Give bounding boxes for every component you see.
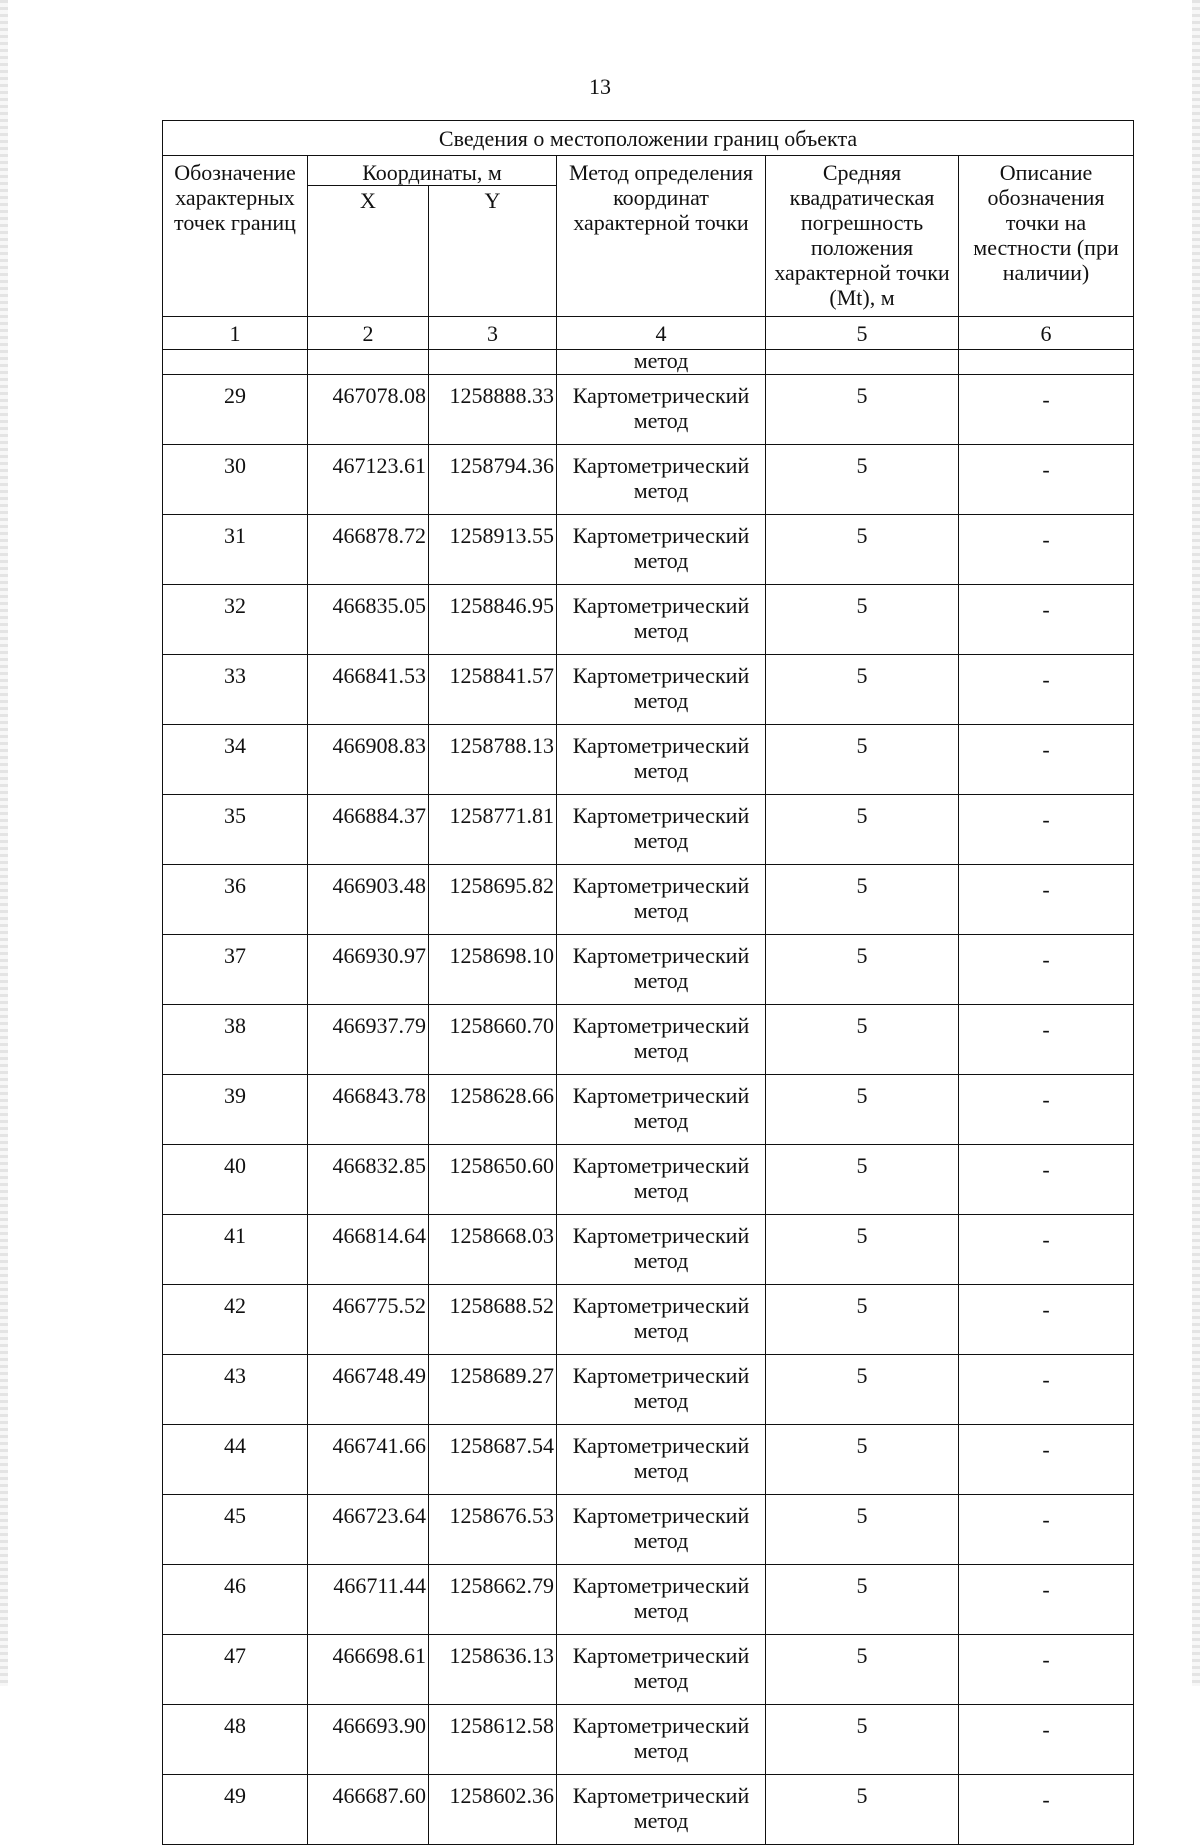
y-coordinate-cell: 1258846.95 xyxy=(429,585,557,655)
table-row xyxy=(163,445,1134,515)
y-coordinate-cell: 1258668.03 xyxy=(429,1215,557,1285)
method-cell: Картометрический метод xyxy=(557,655,766,725)
x-coordinate-cell: 466930.97 xyxy=(308,935,429,1005)
method-cell: Картометрический метод xyxy=(557,1425,766,1495)
y-coordinate-cell: 1258662.79 xyxy=(429,1565,557,1635)
y-coordinate-cell: 1258660.70 xyxy=(429,1005,557,1075)
method-cell: Картометрический метод xyxy=(557,1495,766,1565)
error-cell: 5 xyxy=(766,1635,959,1705)
point-cell: 36 xyxy=(163,865,308,935)
table-row xyxy=(163,515,1134,585)
method-cell: Картометрический метод xyxy=(557,1145,766,1215)
y-coordinate-cell: 1258695.82 xyxy=(429,865,557,935)
header-designation: Обозначение характерных точек границ xyxy=(163,156,308,317)
method-cell: Картометрический метод xyxy=(557,1635,766,1705)
description-cell: - xyxy=(959,1215,1134,1285)
x-coordinate-cell: 466843.78 xyxy=(308,1075,429,1145)
error-cell: 5 xyxy=(766,1215,959,1285)
error-cell: 5 xyxy=(766,375,959,445)
error-cell: 5 xyxy=(766,1425,959,1495)
error-cell: 5 xyxy=(766,655,959,725)
y-coordinate-cell: 1258841.57 xyxy=(429,655,557,725)
y-coordinate-cell: 1258612.58 xyxy=(429,1705,557,1775)
table-row xyxy=(163,1215,1134,1285)
table-row xyxy=(163,585,1134,655)
error-cell: 5 xyxy=(766,1495,959,1565)
error-cell: 5 xyxy=(766,1285,959,1355)
description-cell: - xyxy=(959,1285,1134,1355)
x-coordinate-cell: 466841.53 xyxy=(308,655,429,725)
x-coordinate-cell: 466723.64 xyxy=(308,1495,429,1565)
header-y: Y xyxy=(429,186,557,317)
header-x: X xyxy=(308,186,429,317)
method-cell: Картометрический метод xyxy=(557,865,766,935)
point-cell: 49 xyxy=(163,1775,308,1845)
column-number: 6 xyxy=(959,317,1134,350)
point-cell: 34 xyxy=(163,725,308,795)
header-coordinates: Координаты, м xyxy=(308,156,557,186)
description-cell: - xyxy=(959,515,1134,585)
description-cell: - xyxy=(959,1425,1134,1495)
table-row xyxy=(163,1635,1134,1705)
method-cell: Картометрический метод xyxy=(557,1355,766,1425)
error-cell: 5 xyxy=(766,515,959,585)
description-cell: - xyxy=(959,1705,1134,1775)
point-cell: 32 xyxy=(163,585,308,655)
error-cell: 5 xyxy=(766,935,959,1005)
point-cell: 41 xyxy=(163,1215,308,1285)
x-coordinate-cell: 466908.83 xyxy=(308,725,429,795)
x-coordinate-cell: 467123.61 xyxy=(308,445,429,515)
description-cell: - xyxy=(959,1635,1134,1705)
x-coordinate-cell: 466814.64 xyxy=(308,1215,429,1285)
error-cell: 5 xyxy=(766,1005,959,1075)
y-coordinate-cell: 1258602.36 xyxy=(429,1775,557,1845)
table-row xyxy=(163,795,1134,865)
point-cell: 29 xyxy=(163,375,308,445)
description-cell: - xyxy=(959,1355,1134,1425)
description-cell: - xyxy=(959,655,1134,725)
y-coordinate-cell: 1258788.13 xyxy=(429,725,557,795)
description-cell: - xyxy=(959,1565,1134,1635)
method-cell: Картометрический метод xyxy=(557,1215,766,1285)
point-cell: 31 xyxy=(163,515,308,585)
y-coordinate-cell: 1258688.52 xyxy=(429,1285,557,1355)
boundary-coordinates-table xyxy=(162,120,1134,1845)
boundary-table-container xyxy=(162,120,1133,1845)
error-cell: 5 xyxy=(766,1145,959,1215)
error-cell: 5 xyxy=(766,1355,959,1425)
method-cell: Картометрический метод xyxy=(557,1005,766,1075)
error-cell: 5 xyxy=(766,1565,959,1635)
description-cell: - xyxy=(959,725,1134,795)
method-cell: Картометрический метод xyxy=(557,515,766,585)
y-coordinate-cell: 1258689.27 xyxy=(429,1355,557,1425)
x-coordinate-cell: 466937.79 xyxy=(308,1005,429,1075)
column-number: 3 xyxy=(429,317,557,350)
y-coordinate-cell: 1258628.66 xyxy=(429,1075,557,1145)
point-cell: 30 xyxy=(163,445,308,515)
x-coordinate-cell: 466832.85 xyxy=(308,1145,429,1215)
description-cell: - xyxy=(959,795,1134,865)
point-cell: 40 xyxy=(163,1145,308,1215)
table-row xyxy=(163,725,1134,795)
table-row xyxy=(163,1145,1134,1215)
x-coordinate-cell: 466711.44 xyxy=(308,1565,429,1635)
table-row xyxy=(163,1775,1134,1845)
error-cell: 5 xyxy=(766,585,959,655)
table-row xyxy=(163,1495,1134,1565)
y-coordinate-cell: 1258771.81 xyxy=(429,795,557,865)
x-coordinate-cell: 466687.60 xyxy=(308,1775,429,1845)
header-error: Средняя квадратическая погрешность положения характерной точки (Mt), м xyxy=(766,156,959,317)
point-cell: 47 xyxy=(163,1635,308,1705)
method-cell: Картометрический метод xyxy=(557,585,766,655)
error-cell: 5 xyxy=(766,1705,959,1775)
y-coordinate-cell: 1258888.33 xyxy=(429,375,557,445)
point-cell: 44 xyxy=(163,1425,308,1495)
point-cell: 37 xyxy=(163,935,308,1005)
description-cell: - xyxy=(959,1145,1134,1215)
scan-edge-left xyxy=(0,0,8,1686)
method-cell: Картометрический метод xyxy=(557,375,766,445)
x-coordinate-cell: 466748.49 xyxy=(308,1355,429,1425)
x-coordinate-cell: 466835.05 xyxy=(308,585,429,655)
method-cell: Картометрический метод xyxy=(557,1285,766,1355)
column-number: 4 xyxy=(557,317,766,350)
table-row xyxy=(163,1005,1134,1075)
error-cell: 5 xyxy=(766,865,959,935)
y-coordinate-cell: 1258698.10 xyxy=(429,935,557,1005)
method-cell: Картометрический метод xyxy=(557,1775,766,1845)
x-coordinate-cell: 466903.48 xyxy=(308,865,429,935)
y-coordinate-cell: 1258636.13 xyxy=(429,1635,557,1705)
description-cell: - xyxy=(959,375,1134,445)
table-row xyxy=(163,935,1134,1005)
method-cell: Картометрический метод xyxy=(557,1705,766,1775)
point-cell: 39 xyxy=(163,1075,308,1145)
table-row xyxy=(163,1285,1134,1355)
description-cell: - xyxy=(959,1005,1134,1075)
point-cell: 45 xyxy=(163,1495,308,1565)
x-coordinate-cell: 467078.08 xyxy=(308,375,429,445)
x-coordinate-cell: 466878.72 xyxy=(308,515,429,585)
x-coordinate-cell: 466698.61 xyxy=(308,1635,429,1705)
x-coordinate-cell: 466884.37 xyxy=(308,795,429,865)
point-cell: 46 xyxy=(163,1565,308,1635)
method-cell: Картометрический метод xyxy=(557,1565,766,1635)
table-row xyxy=(163,865,1134,935)
table-row xyxy=(163,1075,1134,1145)
description-cell: - xyxy=(959,1495,1134,1565)
description-cell: - xyxy=(959,445,1134,515)
table-row xyxy=(163,1705,1134,1775)
error-cell: 5 xyxy=(766,445,959,515)
table-row xyxy=(163,1355,1134,1425)
point-cell: 38 xyxy=(163,1005,308,1075)
description-cell: - xyxy=(959,585,1134,655)
description-cell: - xyxy=(959,1775,1134,1845)
y-coordinate-cell: 1258687.54 xyxy=(429,1425,557,1495)
description-cell: - xyxy=(959,1075,1134,1145)
table-row xyxy=(163,655,1134,725)
column-number-row xyxy=(163,317,1134,350)
x-coordinate-cell: 466741.66 xyxy=(308,1425,429,1495)
method-cell: Картометрический метод xyxy=(557,935,766,1005)
error-cell: 5 xyxy=(766,795,959,865)
table-row xyxy=(163,1565,1134,1635)
continuation-method: метод xyxy=(557,350,766,375)
y-coordinate-cell: 1258676.53 xyxy=(429,1495,557,1565)
continuation-row xyxy=(163,350,1134,375)
error-cell: 5 xyxy=(766,1075,959,1145)
table-caption: Сведения о местоположении границ объекта xyxy=(163,121,1134,156)
column-number: 1 xyxy=(163,317,308,350)
method-cell: Картометрический метод xyxy=(557,445,766,515)
y-coordinate-cell: 1258913.55 xyxy=(429,515,557,585)
y-coordinate-cell: 1258650.60 xyxy=(429,1145,557,1215)
method-cell: Картометрический метод xyxy=(557,795,766,865)
column-number: 2 xyxy=(308,317,429,350)
scan-edge-right xyxy=(1192,0,1200,1686)
header-description: Описание обозначения точки на местности (при наличии) xyxy=(959,156,1134,317)
point-cell: 43 xyxy=(163,1355,308,1425)
x-coordinate-cell: 466775.52 xyxy=(308,1285,429,1355)
error-cell: 5 xyxy=(766,1775,959,1845)
point-cell: 48 xyxy=(163,1705,308,1775)
y-coordinate-cell: 1258794.36 xyxy=(429,445,557,515)
header-method: Метод определения координат характерной точки xyxy=(557,156,766,317)
method-cell: Картометрический метод xyxy=(557,1075,766,1145)
page-number: 13 xyxy=(589,74,611,99)
point-cell: 35 xyxy=(163,795,308,865)
error-cell: 5 xyxy=(766,725,959,795)
description-cell: - xyxy=(959,865,1134,935)
point-cell: 42 xyxy=(163,1285,308,1355)
method-cell: Картометрический метод xyxy=(557,725,766,795)
table-row xyxy=(163,375,1134,445)
table-row xyxy=(163,1425,1134,1495)
description-cell: - xyxy=(959,935,1134,1005)
point-cell: 33 xyxy=(163,655,308,725)
column-number: 5 xyxy=(766,317,959,350)
x-coordinate-cell: 466693.90 xyxy=(308,1705,429,1775)
